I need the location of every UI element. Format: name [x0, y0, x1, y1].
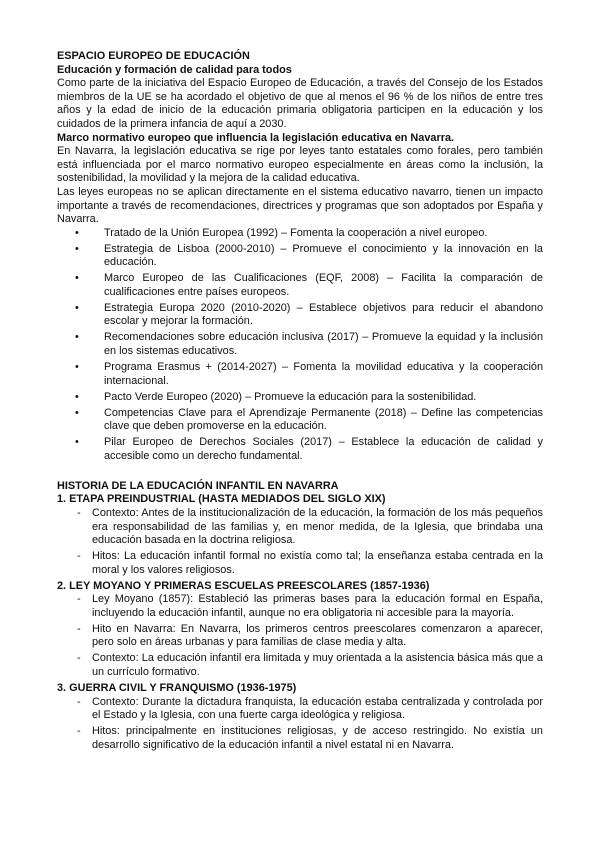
list-item-text: Pilar Europeo de Derechos Sociales (2017) – Establece la educación de calidad y accesible como un derecho fundamental. [104, 436, 543, 462]
list-item [57, 272, 543, 299]
bullet-marker: • [75, 361, 79, 374]
document-title: ESPACIO EUROPEO DE EDUCACIÓN [57, 50, 250, 62]
list-item [57, 623, 543, 650]
history-title: HISTORIA DE LA EDUCACIÓN INFANTIL EN NAVARRA [57, 479, 339, 492]
paragraph-european-laws: Las leyes europeas no se aplican directamente en el sistema educativo navarro, tienen un impacto importante a través de recomendaciones, directrices y programas que son adoptados por España y Navarra. [57, 185, 543, 226]
list-item [57, 550, 543, 577]
section-heading-ley-moyano: 2. LEY MOYANO Y PRIMERAS ESCUELAS PREESCOLARES (1857-1936) [57, 579, 430, 592]
list-item-text: Recomendaciones sobre educación inclusiva (2017) – Promueve la equidad y la inclusión en los sistemas educativos. [104, 331, 543, 358]
list-item-text: Contexto: Durante la dictadura franquista, la educación estaba centralizada y controlada por el Estado y la Iglesia, con una fuerte carga ideológica y religiosa. [92, 695, 543, 722]
bullet-marker: • [75, 436, 79, 449]
list-item-text: Tratado de la Unión Europea (1992) – Fomenta la cooperación a nivel europeo. [104, 226, 488, 239]
list-item-text: Ley Moyano (1857): Estableció las primeras bases para la educación formal en España, incluyendo la educación infantil, aunque no era obligatoria ni accesible para la mayoría. [92, 593, 543, 619]
list-item-text: Estrategia Europa 2020 (2010-2020) – Establece objetivos para reducir el abandono escolar y mejorar la formación. [104, 301, 543, 328]
bullet-marker: • [75, 242, 79, 255]
list-item [57, 361, 543, 388]
dash-marker: - [77, 506, 81, 519]
bullet-marker: • [75, 406, 79, 419]
list-item-text: Programa Erasmus + (2014-2027) – Fomenta la movilidad educativa y la cooperación internacional. [104, 361, 543, 387]
section-heading-preindustrial: 1. ETAPA PREINDUSTRIAL (HASTA MEDIADOS DEL SIGLO XIX) [57, 493, 386, 506]
list-item-text: Marco Europeo de las Cualificaciones (EQF, 2008) – Facilita la comparación de cualificaciones entre países europeos. [104, 272, 543, 298]
paragraph-intro: Como parte de la iniciativa del Espacio Europeo de Educación, a través del Consejo de los Estados miembros de la UE se ha acordado el objetivo de que al menos el 96 % de los niños de entre tres años y la edad de inicio de la educación primaria obligatoria participen en la educación y los cuidados de la primera infancia de aquí a 2030. [57, 77, 543, 130]
list-item-text: Hito en Navarra: En Navarra, los primeros centros preescolares comenzaron a aparecer, pero solo en áreas urbanas y para familias de clase media y alta. [92, 622, 543, 649]
list-item [57, 593, 543, 620]
bullet-marker: • [75, 301, 79, 314]
bullet-marker: • [75, 390, 79, 403]
list-item [57, 436, 543, 463]
bullet-marker: • [75, 272, 79, 285]
list-item [57, 227, 543, 241]
section-spacer [57, 466, 543, 480]
dash-marker: - [77, 622, 81, 635]
list-item [57, 391, 543, 405]
list-item-text: Hitos: principalmente en instituciones religiosas, y de acceso restringido. No existía un desarrollo significativo de la educación infantil a nivel estatal ni en Navarra. [92, 725, 543, 751]
dash-marker: - [77, 550, 81, 563]
bullet-marker: • [75, 331, 79, 344]
subtitle-normative-framework: Marco normativo europeo que influencia la legislación educativa en Navarra. [57, 131, 455, 144]
list-item [57, 243, 543, 270]
list-item-text: Estrategia de Lisboa (2000-2010) – Promueve el conocimiento y la innovación en la educación. [104, 242, 543, 269]
section-list-franquismo [57, 696, 543, 753]
list-item [57, 302, 543, 329]
dash-marker: - [77, 652, 81, 665]
section-heading-franquismo: 3. GUERRA CIVIL Y FRANQUISMO (1936-1975) [57, 682, 297, 694]
list-item-text: Contexto: La educación infantil era limitada y muy orientada a la asistencia básica más que a un currículo formativo. [92, 652, 543, 679]
list-item [57, 725, 543, 752]
dash-marker: - [77, 695, 81, 708]
list-item-text: Competencias Clave para el Aprendizaje Permanente (2018) – Define las competencias clave que deben promoverse en la educación. [104, 406, 543, 433]
dash-marker: - [77, 725, 81, 738]
dash-marker: - [77, 593, 81, 606]
document-page [57, 50, 543, 755]
list-item-text: Hitos: La educación infantil formal no existía como tal; la enseñanza estaba centrada en la moral y los valores religiosos. [92, 550, 543, 576]
section-list-preindustrial [57, 507, 543, 577]
bullet-marker: • [75, 226, 79, 239]
european-framework-list [57, 227, 543, 464]
paragraph-navarra-legislation: En Navarra, la legislación educativa se rige por leyes tanto estatales como forales, pero también está influenciada por el marco normativo europeo especialmente en áreas como la inclusión, la sostenibilidad, la movilidad y la mejora de la calidad educativa. [57, 145, 543, 185]
section-list-ley-moyano [57, 593, 543, 679]
list-item [57, 331, 543, 358]
list-item [57, 652, 543, 679]
list-item-text: Contexto: Antes de la institucionalización de la educación, la formación de los más pequeños era responsabilidad de las familias y, en menor medida, de la Iglesia, que brindaba una educación basada en la doctrina religiosa. [92, 506, 543, 547]
subtitle-quality-education: Educación y formación de calidad para todos [57, 63, 292, 76]
list-item [57, 407, 543, 434]
list-item [57, 507, 543, 548]
list-item-text: Pacto Verde Europeo (2020) – Promueve la educación para la sostenibilidad. [104, 390, 477, 403]
list-item [57, 696, 543, 723]
